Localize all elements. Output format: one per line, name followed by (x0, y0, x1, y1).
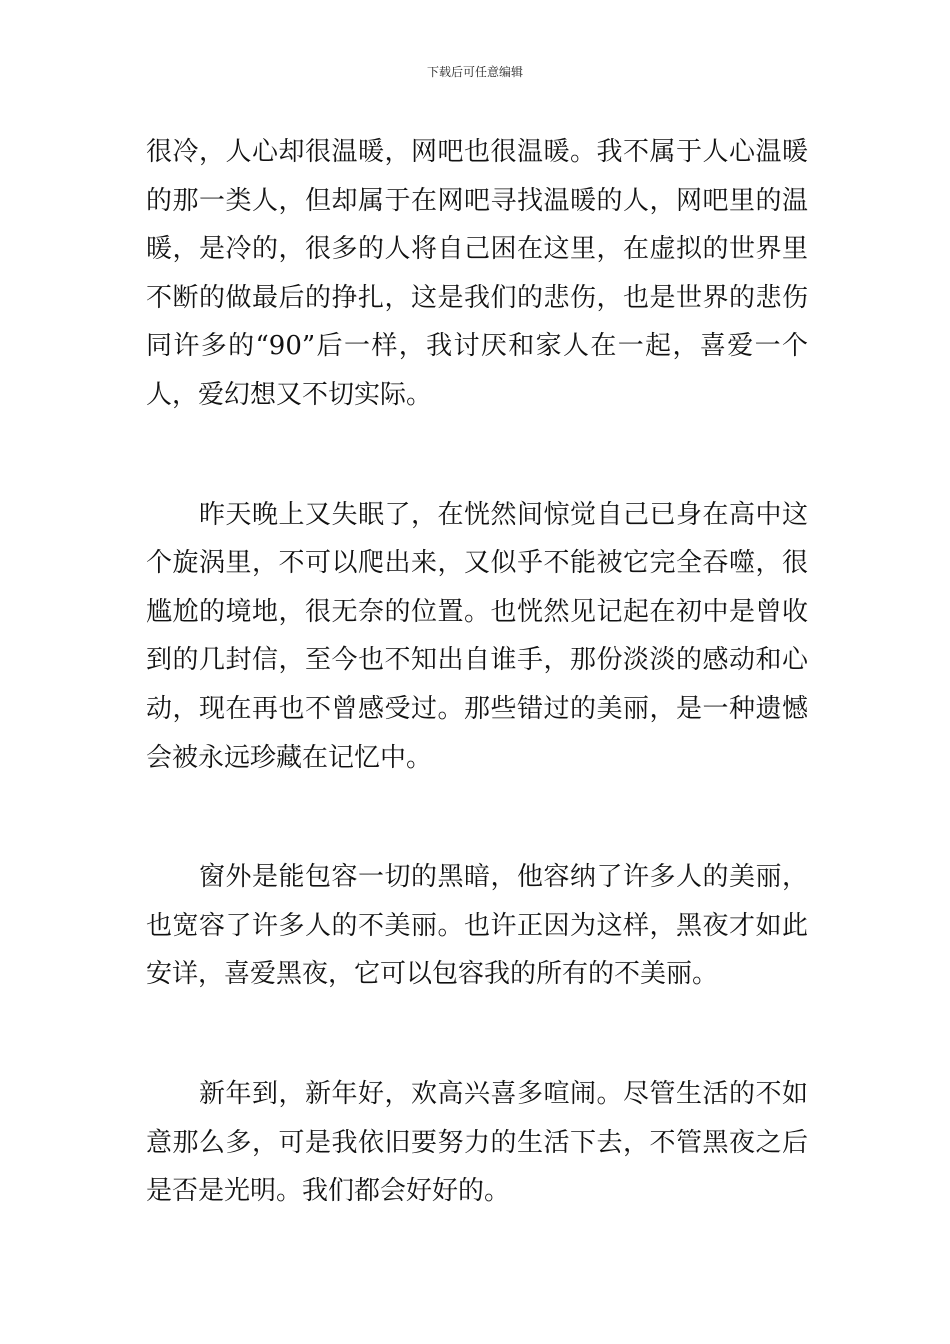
text-line: 会被永远珍藏在记忆中。 (146, 742, 433, 773)
text-line: 到的几封信，至今也不知出自谁手，那份淡淡的感动和心 (146, 645, 808, 676)
paragraph-1 (146, 128, 808, 420)
text-line: 同许多的“90”后一样，我讨厌和家人在一起，喜爱一个 (146, 331, 808, 362)
text-line: 窗外是能包容一切的黑暗，他容纳了许多人的美丽， (146, 862, 808, 893)
text-line: 动，现在再也不曾感受过。那些错过的美丽，是一种遗憾 (146, 693, 808, 724)
text-line: 很冷，人心却很温暖，网吧也很温暖。我不属于人心温暖 (146, 137, 808, 167)
text-line: 新年到，新年好，欢高兴喜多喧闹。尽管生活的不如 (146, 1078, 808, 1109)
paragraph-4 (146, 1070, 808, 1216)
text-line: 的那一类人，但却属于在网吧寻找温暖的人，网吧里的温 (146, 185, 808, 216)
paragraph-3 (146, 853, 808, 999)
document-body (146, 128, 808, 1216)
page-header: 下载后可任意编辑 (426, 65, 523, 79)
text-line: 暖，是冷的，很多的人将自己困在这里，在虚拟的世界里 (146, 234, 808, 265)
paragraph-2 (146, 491, 808, 783)
text-line: 个旋涡里，不可以爬出来，又似乎不能被它完全吞噬，很 (146, 548, 808, 579)
text-line: 人，爱幻想又不切实际。 (146, 379, 433, 410)
text-line: 意那么多，可是我依旧要努力的生活下去，不管黑夜之后 (146, 1127, 808, 1158)
text-line: 是否是光明。我们都会好好的。 (146, 1176, 511, 1207)
paragraph-spacer (146, 999, 808, 1070)
text-line: 安详，喜爱黑夜，它可以包容我的所有的不美丽。 (146, 959, 719, 990)
text-line: 不断的做最后的挣扎，这是我们的悲伤，也是世界的悲伤 (146, 282, 808, 313)
text-line: 昨天晚上又失眠了，在恍然间惊觉自己已身在高中这 (146, 499, 808, 530)
paragraph-spacer (146, 782, 808, 853)
text-line: 尴尬的境地，很无奈的位置。也恍然见记起在初中是曾收 (146, 596, 808, 627)
paragraph-spacer (146, 420, 808, 491)
text-line: 也宽容了许多人的不美丽。也许正因为这样，黑夜才如此 (146, 910, 808, 941)
